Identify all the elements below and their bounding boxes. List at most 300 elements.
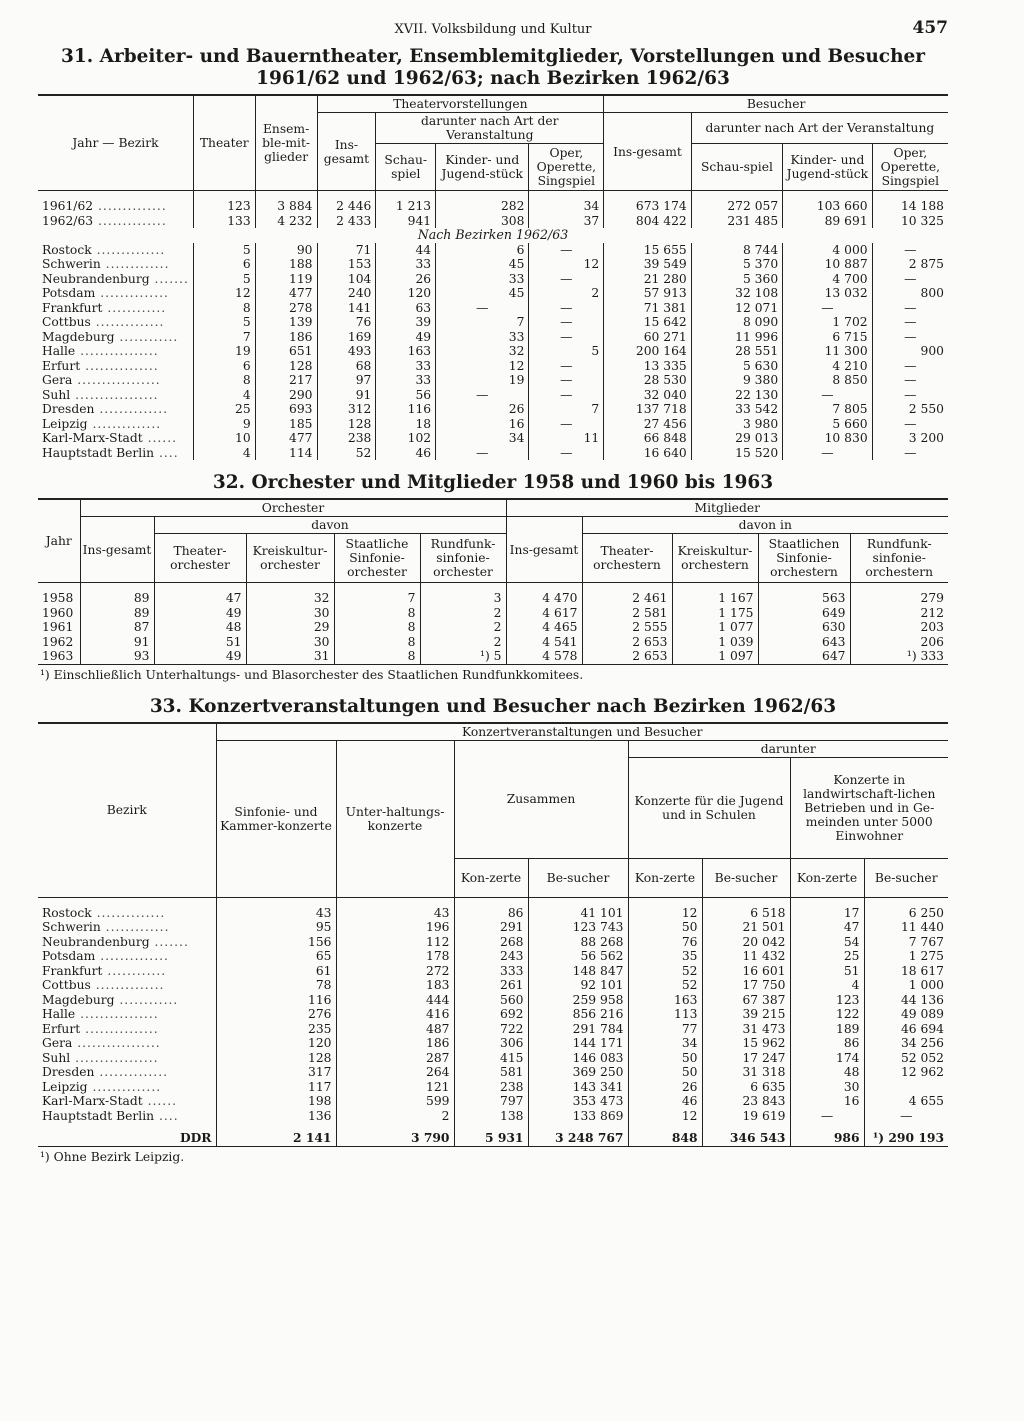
cell-value: 477 — [255, 431, 317, 446]
cell-value: 643 — [758, 635, 850, 650]
cell-value: — — [872, 417, 948, 432]
cell-value: 77 — [628, 1022, 702, 1037]
cell-value: 6 635 — [702, 1080, 790, 1095]
cell-value: 317 — [216, 1065, 336, 1080]
col-kreis-orchester: Kreiskultur-orchester — [246, 534, 334, 583]
cell-value: 34 — [529, 199, 604, 214]
cell-value: 45 — [436, 286, 529, 301]
cell-value: 4 655 — [864, 1094, 948, 1109]
col-mitg-davon: davon in — [582, 517, 948, 534]
cell-value: 52 — [628, 978, 702, 993]
row-label: Potsdam .............. — [42, 286, 169, 300]
table-row — [38, 214, 948, 229]
col-vorst-schauspiel: Schau-spiel — [376, 144, 436, 191]
cell-value: 856 216 — [528, 1007, 628, 1022]
cell-value: 89 — [80, 591, 154, 606]
cell-value: 47 — [154, 591, 246, 606]
cell-value: 13 032 — [783, 286, 872, 301]
cell-value: 243 — [454, 949, 528, 964]
cell-value: 5 370 — [691, 257, 782, 272]
row-label: Suhl ................. — [42, 387, 159, 402]
cell-value: 35 — [628, 949, 702, 964]
cell-value: 116 — [376, 402, 436, 417]
cell-value: 50 — [628, 1051, 702, 1066]
cell-value: 128 — [216, 1051, 336, 1066]
cell-value: 291 784 — [528, 1022, 628, 1037]
cell-value: 12 — [628, 906, 702, 921]
col-ensemble: Ensem-ble-mit-glieder — [255, 95, 317, 191]
cell-value: 5 931 — [454, 1131, 528, 1146]
row-label: Halle ................ — [42, 1007, 159, 1021]
cell-value: 156 — [216, 935, 336, 950]
cell-value: 37 — [529, 214, 604, 229]
row-label: 1961 — [42, 620, 74, 634]
cell-value: 477 — [255, 286, 317, 301]
cell-value: 34 — [436, 431, 529, 446]
cell-value: 97 — [317, 373, 376, 388]
cell-value: 1 702 — [783, 315, 872, 330]
table-row — [38, 388, 948, 403]
cell-value: 11 440 — [864, 920, 948, 935]
col-besucher: Besucher — [604, 95, 948, 113]
cell-value: 444 — [336, 993, 454, 1008]
cell-value: 5 660 — [783, 417, 872, 432]
cell-value: 198 — [216, 1094, 336, 1109]
cell-value: 16 — [436, 417, 529, 432]
cell-value: 49 — [154, 606, 246, 621]
cell-value: 66 848 — [604, 431, 692, 446]
cell-value: 178 — [336, 949, 454, 964]
cell-value: — — [864, 1109, 948, 1124]
cell-value: 12 — [529, 257, 604, 272]
cell-value: 1 097 — [672, 649, 758, 664]
cell-value: 3 200 — [872, 431, 948, 446]
cell-value: 692 — [454, 1007, 528, 1022]
cell-value: 10 — [193, 431, 255, 446]
table-row — [38, 402, 948, 417]
table-row — [38, 1065, 948, 1080]
col-mitglieder: Mitglieder — [506, 499, 948, 517]
cell-value: 163 — [628, 993, 702, 1008]
row-label: 1960 — [42, 605, 74, 620]
col-jug-konzerte: Kon-zerte — [628, 858, 702, 897]
row-label: Rostock .............. — [42, 905, 166, 920]
cell-value: 2 — [420, 620, 506, 635]
cell-value: 7 — [334, 591, 420, 606]
table-row — [38, 359, 948, 374]
row-label: Neubrandenburg ....... — [42, 934, 189, 949]
cell-value: 206 — [850, 635, 948, 650]
cell-value: 31 473 — [702, 1022, 790, 1037]
cell-value: 493 — [317, 344, 376, 359]
cell-value: 13 335 — [604, 359, 692, 374]
cell-value: 8 — [334, 606, 420, 621]
cell-value: — — [872, 388, 948, 403]
cell-value: 5 — [529, 344, 604, 359]
cell-value: 308 — [436, 214, 529, 229]
row-label: Leipzig .............. — [42, 416, 162, 431]
table-row — [38, 635, 948, 650]
cell-value: 2 555 — [582, 620, 672, 635]
cell-value: 17 247 — [702, 1051, 790, 1066]
cell-value: 6 — [193, 257, 255, 272]
cell-value: 30 — [246, 635, 334, 650]
row-label: Potsdam .............. — [42, 949, 169, 963]
col-mitg-insgesamt: Ins-gesamt — [506, 517, 582, 583]
cell-value: 29 — [246, 620, 334, 635]
cell-value: 78 — [216, 978, 336, 993]
cell-value: 89 — [80, 606, 154, 621]
row-label: Halle ................ — [42, 344, 159, 358]
cell-value: 123 — [790, 993, 864, 1008]
table-32-body — [38, 583, 948, 665]
cell-value: 34 — [628, 1036, 702, 1051]
cell-value: 185 — [255, 417, 317, 432]
cell-value: 28 551 — [691, 344, 782, 359]
cell-value: — — [529, 388, 604, 403]
cell-value: 673 174 — [604, 199, 692, 214]
cell-value: 7 — [529, 402, 604, 417]
table-31-title — [38, 46, 948, 90]
cell-value: 1 175 — [672, 606, 758, 621]
cell-value: 8 — [193, 301, 255, 316]
cell-value: 4 — [193, 446, 255, 461]
cell-value: 5 — [193, 243, 255, 258]
cell-value: 287 — [336, 1051, 454, 1066]
spacer-row — [38, 897, 948, 906]
cell-value: 6 715 — [783, 330, 872, 345]
cell-value: 148 847 — [528, 964, 628, 979]
cell-value: 89 691 — [783, 214, 872, 229]
cell-value: 16 640 — [604, 446, 692, 461]
table-row — [38, 620, 948, 635]
cell-value: 487 — [336, 1022, 454, 1037]
col-orch-insgesamt: Ins-gesamt — [80, 517, 154, 583]
cell-value: 67 387 — [702, 993, 790, 1008]
cell-value: 31 — [246, 649, 334, 664]
cell-value: 5 — [193, 315, 255, 330]
table-row — [38, 606, 948, 621]
cell-value: 90 — [255, 243, 317, 258]
cell-value: 43 — [216, 906, 336, 921]
cell-value: 10 325 — [872, 214, 948, 229]
cell-value: 65 — [216, 949, 336, 964]
cell-value: 123 743 — [528, 920, 628, 935]
col-unterhaltung: Unter-haltungs-konzerte — [336, 740, 454, 897]
cell-value: 49 — [376, 330, 436, 345]
cell-value: 44 — [376, 243, 436, 258]
cell-value: 186 — [255, 330, 317, 345]
cell-value: 88 268 — [528, 935, 628, 950]
row-label: Erfurt ............... — [42, 1021, 159, 1036]
table-row — [38, 1036, 948, 1051]
cell-value: 86 — [790, 1036, 864, 1051]
cell-value: 416 — [336, 1007, 454, 1022]
cell-value: 18 — [376, 417, 436, 432]
cell-value: 7 767 — [864, 935, 948, 950]
col-staat-orchester: Staatliche Sinfonie-orchester — [334, 534, 420, 583]
cell-value: 39 549 — [604, 257, 692, 272]
col-jahr: Jahr — [38, 499, 80, 583]
cell-value: 599 — [336, 1094, 454, 1109]
cell-value: 2 461 — [582, 591, 672, 606]
cell-value: 1 213 — [376, 199, 436, 214]
cell-value: 11 996 — [691, 330, 782, 345]
cell-value: 153 — [317, 257, 376, 272]
row-label: Cottbus .............. — [42, 978, 165, 992]
col-darunter: darunter — [628, 740, 948, 757]
cell-value: 14 188 — [872, 199, 948, 214]
spacer-row — [38, 191, 948, 200]
cell-value: 32 — [246, 591, 334, 606]
table-row — [38, 1094, 948, 1109]
table-31-title-line1: 31. Arbeiter- und Bauerntheater, Ensemblemitglieder, Vorstellungen und Besucher — [60, 46, 926, 67]
cell-value: 6 518 — [702, 906, 790, 921]
cell-value: 2 653 — [582, 649, 672, 664]
table-31-title-line2: 1961/62 und 1962/63; nach Bezirken 1962/63 — [256, 68, 730, 89]
row-label: Gera ................. — [42, 373, 161, 387]
cell-value: 11 432 — [702, 949, 790, 964]
col-zus-besucher: Be-sucher — [528, 858, 628, 897]
cell-value: 56 — [376, 388, 436, 403]
cell-value: 50 — [628, 1065, 702, 1080]
cell-value: 346 543 — [702, 1131, 790, 1146]
cell-value: 33 — [376, 359, 436, 374]
cell-value: 11 — [529, 431, 604, 446]
cell-value: 8 — [334, 620, 420, 635]
cell-value: 102 — [376, 431, 436, 446]
cell-value: 2 875 — [872, 257, 948, 272]
cell-value: 30 — [790, 1080, 864, 1095]
col-rund-orchester: Rundfunk-sinfonie-orchester — [420, 534, 506, 583]
cell-value: — — [783, 388, 872, 403]
cell-value — [864, 1080, 948, 1095]
cell-value: 11 300 — [783, 344, 872, 359]
col-bezirk: Bezirk — [38, 723, 216, 898]
cell-value: 71 381 — [604, 301, 692, 316]
cell-value: 5 — [193, 272, 255, 287]
cell-value: 91 — [317, 388, 376, 403]
cell-value: 113 — [628, 1007, 702, 1022]
cell-value: 93 — [80, 649, 154, 664]
cell-value: 17 — [790, 906, 864, 921]
row-label: Leipzig .............. — [42, 1079, 162, 1094]
cell-value: 693 — [255, 402, 317, 417]
cell-value: 61 — [216, 964, 336, 979]
cell-value: 133 869 — [528, 1109, 628, 1124]
cell-value: 4 — [790, 978, 864, 993]
cell-value: 47 — [790, 920, 864, 935]
cell-value: — — [436, 446, 529, 461]
cell-value: 33 — [436, 272, 529, 287]
cell-value: 2 — [336, 1109, 454, 1124]
table-31 — [38, 94, 948, 460]
cell-value: 12 — [436, 359, 529, 374]
cell-value: 649 — [758, 606, 850, 621]
table-row — [38, 906, 948, 921]
cell-value: 196 — [336, 920, 454, 935]
cell-value: 91 — [80, 635, 154, 650]
cell-value: — — [529, 359, 604, 374]
cell-value: 8 — [334, 649, 420, 664]
cell-value: 39 215 — [702, 1007, 790, 1022]
subheading-row — [38, 228, 948, 243]
col-sinfonie: Sinfonie- und Kammer-konzerte — [216, 740, 336, 897]
cell-value: 306 — [454, 1036, 528, 1051]
cell-value: 188 — [255, 257, 317, 272]
cell-value: 353 473 — [528, 1094, 628, 1109]
cell-value: 31 318 — [702, 1065, 790, 1080]
cell-value: 3 790 — [336, 1131, 454, 1146]
col-theater-orchester: Theater-orchester — [154, 534, 246, 583]
cell-value: 16 601 — [702, 964, 790, 979]
cell-value: 2 — [420, 606, 506, 621]
cell-value: ¹) 290 193 — [864, 1131, 948, 1146]
cell-value: 261 — [454, 978, 528, 993]
cell-value: 117 — [216, 1080, 336, 1095]
cell-value: 986 — [790, 1131, 864, 1146]
table-33 — [38, 722, 948, 1147]
table-row — [38, 1007, 948, 1022]
cell-value: 27 456 — [604, 417, 692, 432]
cell-value: 48 — [154, 620, 246, 635]
cell-value: 51 — [154, 635, 246, 650]
cell-value: 312 — [317, 402, 376, 417]
cell-value: 60 271 — [604, 330, 692, 345]
cell-value: 3 — [420, 591, 506, 606]
cell-value: 722 — [454, 1022, 528, 1037]
cell-value: 46 694 — [864, 1022, 948, 1037]
col-vorst-kinder: Kinder- und Jugend-stück — [436, 144, 529, 191]
row-label: 1958 — [42, 591, 74, 605]
row-label: 1963 — [42, 649, 74, 663]
cell-value: 630 — [758, 620, 850, 635]
cell-value: 804 422 — [604, 214, 692, 229]
cell-value: 116 — [216, 993, 336, 1008]
cell-value: 235 — [216, 1022, 336, 1037]
cell-value: — — [872, 359, 948, 374]
table-row — [38, 373, 948, 388]
table-row — [38, 330, 948, 345]
cell-value: ¹) 333 — [850, 649, 948, 664]
col-theater: Theater — [193, 95, 255, 191]
cell-value: ¹) 5 — [420, 649, 506, 664]
cell-value: 19 — [436, 373, 529, 388]
table-row — [38, 199, 948, 214]
cell-value: 8 — [193, 373, 255, 388]
cell-value: 8 — [334, 635, 420, 650]
cell-value: 848 — [628, 1131, 702, 1146]
table-row — [38, 272, 948, 287]
cell-value: 7 — [436, 315, 529, 330]
cell-value: 6 250 — [864, 906, 948, 921]
cell-value: 174 — [790, 1051, 864, 1066]
cell-value: 259 958 — [528, 993, 628, 1008]
cell-value: 34 256 — [864, 1036, 948, 1051]
cell-value: 2 581 — [582, 606, 672, 621]
cell-value: — — [783, 301, 872, 316]
cell-value: — — [872, 330, 948, 345]
cell-value: 2 446 — [317, 199, 376, 214]
spacer-row — [38, 583, 948, 592]
cell-value: 49 — [154, 649, 246, 664]
col-kreis-orchestern: Kreiskultur-orchestern — [672, 534, 758, 583]
cell-value: — — [872, 446, 948, 461]
cell-value: 203 — [850, 620, 948, 635]
table-row — [38, 431, 948, 446]
col-land-besucher: Be-sucher — [864, 858, 948, 897]
cell-value: 63 — [376, 301, 436, 316]
cell-value: 2 653 — [582, 635, 672, 650]
row-label: Magdeburg ............ — [42, 992, 179, 1007]
cell-value: 800 — [872, 286, 948, 301]
cell-value: 941 — [376, 214, 436, 229]
cell-value: 52 — [628, 964, 702, 979]
table-row — [38, 315, 948, 330]
cell-value: 76 — [628, 935, 702, 950]
row-label: Erfurt ............... — [42, 358, 159, 373]
cell-value: 57 913 — [604, 286, 692, 301]
cell-value: 12 962 — [864, 1065, 948, 1080]
cell-value: — — [872, 373, 948, 388]
cell-value: 52 — [317, 446, 376, 461]
cell-value: 4 541 — [506, 635, 582, 650]
cell-value: 15 655 — [604, 243, 692, 258]
cell-value: 268 — [454, 935, 528, 950]
col-vorst-oper: Oper, Operette, Singspiel — [529, 144, 604, 191]
table-row — [38, 1109, 948, 1124]
cell-value: 30 — [246, 606, 334, 621]
cell-value: 4 700 — [783, 272, 872, 287]
cell-value: 120 — [216, 1036, 336, 1051]
row-label: 1962/63 .............. — [42, 213, 167, 228]
section-title: XVII. Volksbildung und Kultur — [394, 22, 592, 37]
cell-value: 32 — [436, 344, 529, 359]
cell-value: 48 — [790, 1065, 864, 1080]
cell-value: 144 171 — [528, 1036, 628, 1051]
row-label: Cottbus .............. — [42, 315, 165, 329]
cell-value: 141 — [317, 301, 376, 316]
cell-value: 23 843 — [702, 1094, 790, 1109]
cell-value: 560 — [454, 993, 528, 1008]
cell-value: 133 — [193, 214, 255, 229]
table-row — [38, 935, 948, 950]
col-vorst-darunter: darunter nach Art der Veranstaltung — [376, 113, 604, 144]
cell-value: 7 — [193, 330, 255, 345]
cell-value: 119 — [255, 272, 317, 287]
table-33-title: 33. Konzertveranstaltungen und Besucher nach Bezirken 1962/63 — [149, 695, 837, 717]
table-33-body — [38, 897, 948, 1146]
col-bes-darunter: darunter nach Art der Veranstaltung — [691, 113, 948, 144]
cell-value: 279 — [850, 591, 948, 606]
cell-value: 138 — [454, 1109, 528, 1124]
cell-value: 39 — [376, 315, 436, 330]
cell-value: 136 — [216, 1109, 336, 1124]
cell-value: 238 — [454, 1080, 528, 1095]
cell-value: 18 617 — [864, 964, 948, 979]
table-row — [38, 257, 948, 272]
row-label: Karl-Marx-Stadt ...... — [42, 431, 178, 445]
cell-value: 797 — [454, 1094, 528, 1109]
table-row — [38, 649, 948, 664]
cell-value: 137 718 — [604, 402, 692, 417]
cell-value: 3 884 — [255, 199, 317, 214]
cell-value: 25 — [193, 402, 255, 417]
cell-value: 4 210 — [783, 359, 872, 374]
col-vorstellungen: Theatervorstellungen — [317, 95, 604, 113]
cell-value: 21 501 — [702, 920, 790, 935]
col-land-konzerte: Kon-zerte — [790, 858, 864, 897]
